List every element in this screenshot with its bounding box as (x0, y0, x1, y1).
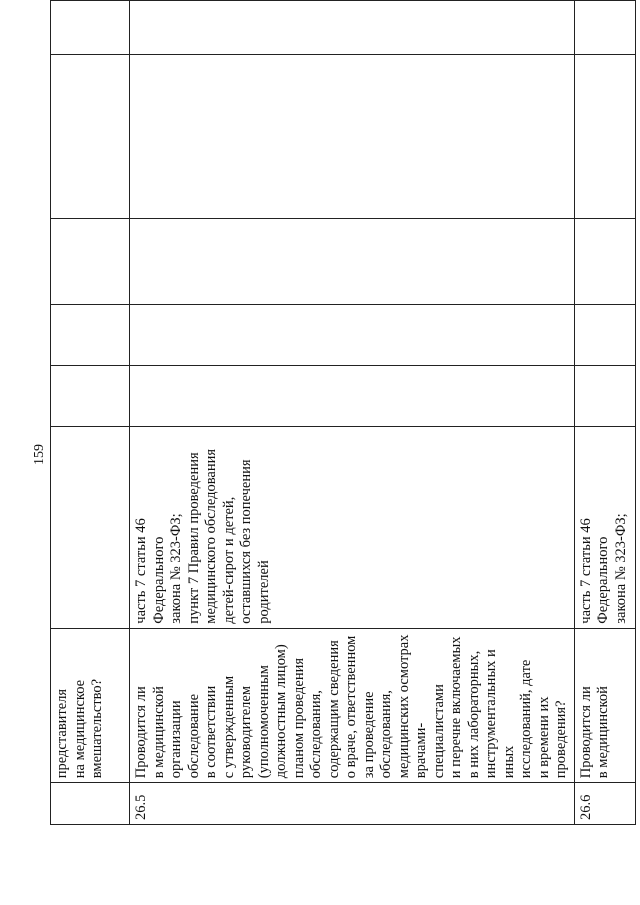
question-cell (51, 628, 130, 783)
reference-cell (130, 426, 575, 628)
answer-no-cell (51, 305, 130, 366)
table-row (130, 1, 575, 825)
row-number-cell: 26.6 (574, 783, 635, 825)
row-number-cell (51, 783, 130, 825)
reference-text: часть 7 статьи 46 Федерального закона № 323-ФЗ; пункт 7 Правил проведения медицинского обследования детей-сирот и детей, оставшихся без попечения родителей (133, 448, 272, 624)
answer-na-cell (130, 218, 575, 305)
question-text: представителя на медицинское вмешательство? (54, 678, 105, 779)
question-cell (130, 628, 575, 783)
answer-no-cell (574, 305, 635, 366)
answer-na-cell (51, 218, 130, 305)
answer-yes-cell (130, 366, 575, 427)
answer-yes-cell (51, 366, 130, 427)
reference-text: часть 7 статьи 46 Федерального закона № 323-ФЗ; (577, 513, 629, 624)
answer-na-cell (574, 218, 635, 305)
extra-cell (574, 1, 635, 55)
answer-no-cell (130, 305, 575, 366)
extra-cell (51, 1, 130, 55)
notes-cell (574, 54, 635, 218)
question-text: Проводится ли в медицинской организации обследование в соответствии с утвержденным руководителем (уполномоченным должностным лицом) планом проведения обследования, содержащим сведения о враче, ответственном за проведение обследования, медицинских осмотрах врачами-специалистами и перечне включаемых в них лабораторных, инструментальных и иных исследований, дате и времени их проведения? (133, 634, 569, 779)
question-text: Проводится ли в медицинской (577, 686, 611, 779)
row-number-cell: 26.5 (130, 783, 575, 825)
page-number: 159 (32, 444, 47, 465)
reference-cell (51, 426, 130, 628)
question-cell (574, 628, 635, 783)
table-row (51, 1, 130, 825)
table-row (574, 1, 635, 825)
answer-yes-cell (574, 366, 635, 427)
checklist-table (50, 0, 636, 825)
extra-cell (130, 1, 575, 55)
notes-cell (51, 54, 130, 218)
reference-cell (574, 426, 635, 628)
notes-cell (130, 54, 575, 218)
